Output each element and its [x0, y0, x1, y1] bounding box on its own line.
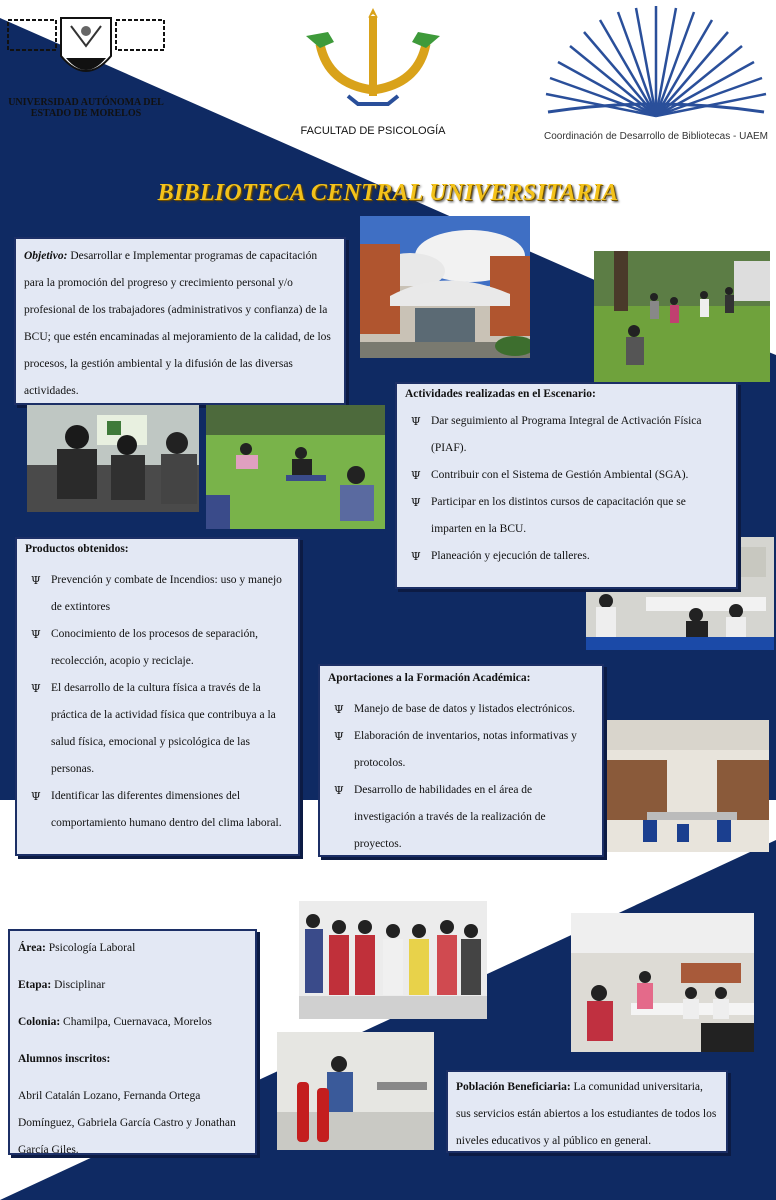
objective-paragraph — [24, 243, 336, 405]
list-item-text: Elaboración de inventarios, notas informativas y protocolos. — [354, 730, 577, 769]
list-item-text: Prevención y combate de Incendios: uso y manejo de extintores — [51, 574, 282, 613]
stage-label: Etapa: — [18, 979, 52, 991]
population-paragraph — [456, 1074, 718, 1155]
population-label: Población Beneficiaria: — [456, 1081, 571, 1093]
contributions-list — [328, 696, 594, 858]
uaem-name-line1: UNIVERSIDAD AUTÓNOMA DEL — [8, 97, 164, 108]
activities-box — [395, 382, 738, 589]
classroom-presentation-photo — [27, 405, 199, 512]
uaem-logo — [6, 6, 166, 119]
meeting-room-photo — [571, 913, 754, 1052]
contributions-box — [318, 664, 604, 857]
list-item-text: Manejo de base de datos y listados electrónicos. — [354, 703, 575, 715]
coordination-logo — [538, 4, 774, 144]
coordination-name: Coordinación de Desarrollo de Bibliotecas - UAEM — [544, 131, 768, 142]
page-title: BIBLIOTECA CENTRAL UNIVERSITARIA — [157, 180, 619, 206]
info-box — [8, 929, 257, 1155]
area-value: Psicología Laboral — [48, 942, 136, 954]
psi-bullet-icon: Ψ — [31, 628, 41, 641]
psi-bullet-icon: Ψ — [31, 682, 41, 695]
list-item-text: El desarrollo de la cultura física a través de la práctica de la actividad física que contribuya a la salud física, emocional y psicológica de las personas. — [51, 682, 276, 775]
group-photo — [299, 901, 487, 1019]
library-reading-room-photo — [607, 720, 769, 852]
objective-box — [14, 237, 346, 405]
colony-line — [18, 1009, 247, 1036]
list-item — [25, 783, 290, 837]
list-item — [25, 621, 290, 675]
stage-line — [18, 972, 247, 999]
stage-value: Disciplinar — [54, 979, 106, 991]
psi-bullet-icon: Ψ — [334, 703, 344, 716]
population-box — [446, 1070, 728, 1153]
area-line — [18, 935, 247, 962]
colony-label: Colonia: — [18, 1016, 61, 1028]
population-text: La comunidad universitaria, sus servicios están abiertos a los estudiantes de todos los niveles educativos y al público en general. — [456, 1081, 717, 1147]
psi-bullet-icon: Ψ — [31, 574, 41, 587]
psi-trident-icon — [298, 4, 448, 116]
area-label: Área: — [18, 942, 46, 954]
fire-extinguisher-training-photo — [277, 1032, 434, 1150]
list-item — [405, 462, 728, 489]
objective-label: Objetivo: — [24, 250, 68, 262]
psi-bullet-icon: Ψ — [334, 784, 344, 797]
list-item-text: Identificar las diferentes dimensiones del comportamiento humano dentro del clima laboral. — [51, 790, 282, 829]
psi-bullet-icon: Ψ — [411, 469, 421, 482]
activities-list — [405, 408, 728, 570]
list-item — [328, 777, 594, 858]
book-fan-icon — [538, 4, 774, 122]
psi-bullet-icon: Ψ — [411, 415, 421, 428]
list-item — [328, 723, 594, 777]
psi-bullet-icon: Ψ — [334, 730, 344, 743]
contributions-heading: Aportaciones a la Formación Académica: — [328, 672, 531, 684]
objective-text: Desarrollar e Implementar programas de capacitación para la promoción del progreso y crecimiento personal y/o profesional de los trabajadores (administrativos y confianza) de la BCU; que estén encaminadas al mejoramiento de la calidad, de los procesos, la gestión ambiental y la difusión de las diversas actividades. — [24, 250, 331, 397]
psychology-logo — [298, 4, 448, 136]
list-item-text: Conocimiento de los procesos de separación, recolección, acopio y reciclaje. — [51, 628, 258, 667]
colony-value: Chamilpa, Cuernavaca, Morelos — [63, 1016, 212, 1028]
psi-bullet-icon: Ψ — [411, 550, 421, 563]
products-box — [15, 537, 300, 856]
list-item-text: Participar en los distintos cursos de capacitación que se imparten en la BCU. — [431, 496, 686, 535]
list-item — [405, 408, 728, 462]
activities-heading: Actividades realizadas en el Escenario: — [405, 388, 596, 400]
outdoor-activity-photo — [594, 251, 770, 382]
uaem-crest-icon — [6, 6, 166, 86]
library-building-photo — [360, 216, 530, 358]
psi-bullet-icon: Ψ — [411, 496, 421, 509]
list-item — [405, 543, 728, 570]
list-item-text: Dar seguimiento al Programa Integral de Activación Física (PIAF). — [431, 415, 702, 454]
list-item-text: Desarrollo de habilidades en el área de investigación a través de la realización de proyectos. — [354, 784, 546, 850]
students-value: Abril Catalán Lozano, Fernanda Ortega Domínguez, Gabriela García Castro y Jonathan García Giles. — [18, 1090, 236, 1156]
psi-bullet-icon: Ψ — [31, 790, 41, 803]
list-item — [405, 489, 728, 543]
list-item-text: Contribuir con el Sistema de Gestión Ambiental (SGA). — [431, 469, 689, 481]
products-heading: Productos obtenidos: — [25, 543, 129, 555]
list-item — [25, 567, 290, 621]
faculty-name: FACULTAD DE PSICOLOGÍA — [300, 125, 446, 137]
list-item — [25, 675, 290, 783]
stretching-activity-photo — [206, 405, 385, 529]
list-item-text: Planeación y ejecución de talleres. — [431, 550, 590, 562]
products-list — [25, 567, 290, 837]
list-item — [328, 696, 594, 723]
students-label: Alumnos inscritos: — [18, 1053, 111, 1065]
uaem-name-line2: ESTADO DE MORELOS — [30, 108, 142, 119]
uaem-name — [6, 97, 166, 119]
